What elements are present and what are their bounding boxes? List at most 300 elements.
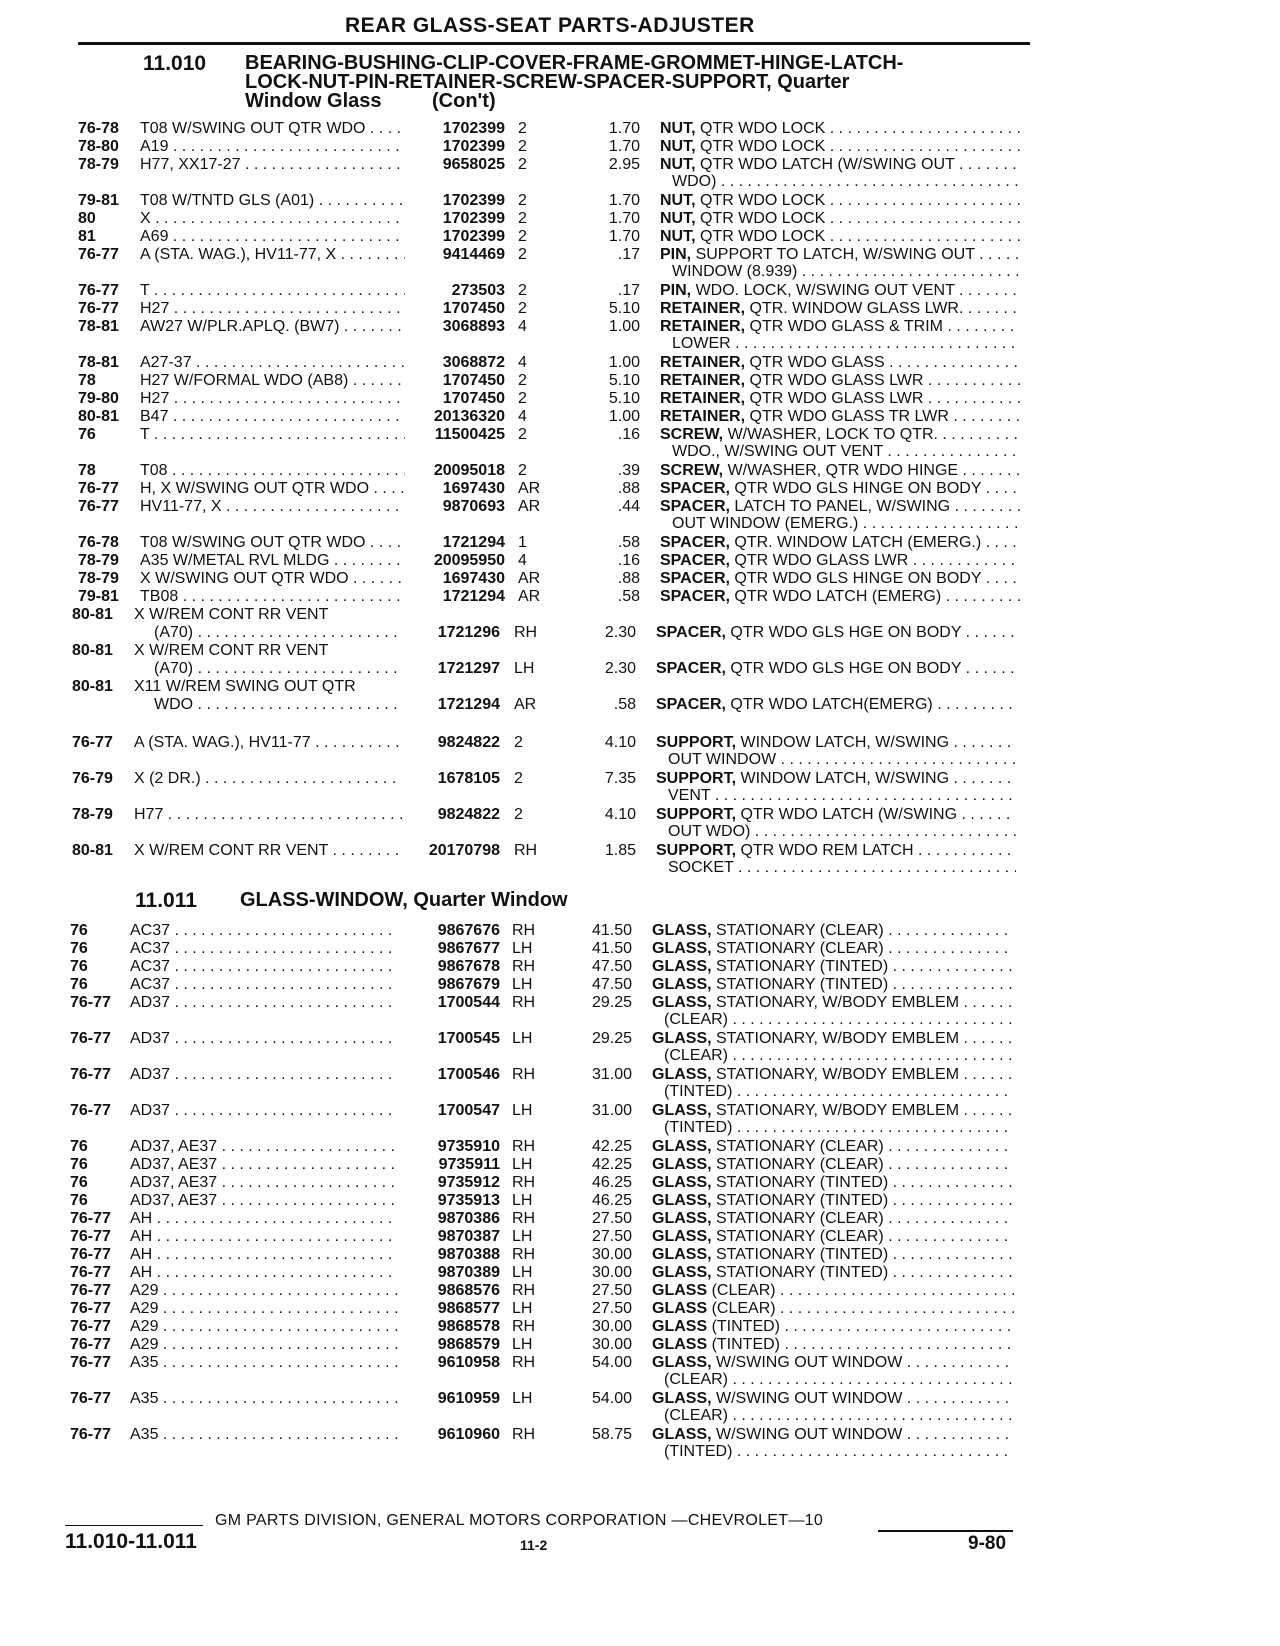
price: 47.50 — [591, 976, 632, 993]
description-detail: QTR WDO GLS HGE ON BODY — [725, 660, 962, 677]
model-years: 78-81 — [78, 354, 119, 371]
application: T08 W/TNTD GLS (A01) . . . — [140, 192, 405, 210]
description — [652, 940, 1014, 958]
model-years: 76 — [70, 922, 88, 939]
quantity: RH — [512, 1066, 536, 1083]
application: T . . . — [140, 282, 405, 300]
description-noun: GLASS — [652, 1318, 708, 1335]
model-years: 78 — [78, 462, 96, 479]
part-number: 11500425 — [434, 426, 505, 443]
description-continued: (CLEAR) . . . — [664, 1371, 1014, 1389]
part-number: 1697430 — [442, 480, 505, 497]
description — [652, 1174, 1014, 1192]
description-detail: QTR. WINDOW GLASS LWR. — [745, 300, 964, 317]
description-continued: (TINTED) . . . — [664, 1443, 1014, 1461]
part-number: 9735911 — [438, 1156, 500, 1173]
footer-rule-left — [65, 1525, 203, 1526]
price: 58.75 — [591, 1426, 632, 1443]
description-noun: NUT, — [660, 192, 696, 209]
description-detail: QTR WDO LATCH (W/SWING — [736, 806, 958, 823]
description — [652, 994, 1014, 1012]
part-number: 20170798 — [428, 842, 500, 859]
model-years: 76 — [70, 1156, 88, 1173]
application: A29 . . . — [130, 1282, 398, 1300]
price: 30.00 — [591, 1246, 632, 1263]
quantity: AR — [518, 570, 541, 587]
description-detail: QTR. WINDOW LATCH (EMERG.) — [729, 534, 982, 551]
quantity: 2 — [518, 120, 527, 137]
description-continued: (TINTED) . . . — [664, 1119, 1014, 1137]
quantity: LH — [512, 976, 533, 993]
application: AD37 . . . — [130, 1102, 398, 1120]
model-years: 80-81 — [72, 678, 113, 695]
model-years: 76-77 — [70, 1426, 111, 1443]
application: A29 . . . — [130, 1336, 398, 1354]
part-number: 9735913 — [437, 1192, 500, 1209]
description-noun: GLASS — [652, 1300, 708, 1317]
quantity: RH — [512, 994, 536, 1011]
footer-section-code: 11.010-11.011 — [65, 1530, 197, 1553]
description-continued: WDO) . . . — [672, 173, 1020, 191]
application: A35 . . . — [130, 1426, 398, 1444]
part-number: 9658025 — [442, 156, 505, 173]
description-noun: SPACER, — [660, 480, 730, 497]
quantity: 2 — [518, 300, 527, 317]
part-number: 9735912 — [437, 1174, 500, 1191]
part-number: 1707450 — [442, 390, 505, 407]
model-years: 76-77 — [70, 1246, 111, 1263]
description-noun: SPACER, — [656, 624, 726, 641]
part-number: 1678105 — [437, 770, 500, 787]
part-number: 3068872 — [442, 354, 505, 371]
description — [652, 1336, 1014, 1354]
price: .58 — [617, 588, 640, 605]
description-detail: (CLEAR) — [707, 1282, 776, 1299]
model-years: 79-80 — [78, 390, 119, 407]
quantity: 4 — [518, 552, 527, 569]
price: 30.00 — [591, 1318, 632, 1335]
section-2-number: 11.011 — [135, 889, 197, 912]
model-years: 76-77 — [70, 994, 111, 1011]
quantity: RH — [514, 842, 538, 859]
application: A27-37 . . . — [140, 354, 405, 372]
price: 4.10 — [604, 806, 636, 823]
application: H27 W/FORMAL WDO (AB8) . . . — [140, 372, 405, 390]
price: 27.50 — [591, 1228, 632, 1245]
application: AD37, AE37 . . . — [130, 1192, 398, 1210]
description-noun: GLASS, — [652, 1264, 712, 1281]
description — [656, 770, 1016, 788]
description-detail: STATIONARY (CLEAR) — [711, 940, 884, 957]
description-noun: GLASS, — [652, 1102, 712, 1119]
description-continued: VENT . . . — [668, 787, 1016, 805]
application: T08 . . . — [140, 462, 405, 480]
quantity: AR — [514, 696, 537, 713]
application: AC37 . . . — [130, 922, 398, 940]
application: AD37, AE37 . . . — [130, 1156, 398, 1174]
part-number: 9868576 — [437, 1282, 500, 1299]
model-years: 76-77 — [70, 1336, 111, 1353]
footer-date: 9-80 — [968, 1533, 1007, 1554]
description-continued: WINDOW (8.939) . . . — [672, 263, 1020, 281]
quantity: LH — [512, 1390, 533, 1407]
description-detail: QTR WDO GLASS LWR — [745, 390, 924, 407]
description-detail: QTR WDO LATCH(EMERG) — [725, 696, 933, 713]
description-detail: QTR WDO GLS HINGE ON BODY — [729, 570, 982, 587]
description — [652, 1390, 1014, 1408]
description-noun: SPACER, — [656, 696, 726, 713]
description — [656, 806, 1016, 824]
application: X W/REM CONT RR VENT . . . — [134, 842, 402, 860]
description-detail: WINDOW LATCH, W/SWING — [736, 770, 950, 787]
description-detail: SUPPORT TO LATCH, W/SWING OUT — [691, 246, 975, 263]
description-detail: QTR WDO LOCK — [695, 138, 826, 155]
section-title-line-3b: (Con't) — [432, 90, 496, 112]
part-number: 1702399 — [442, 120, 505, 137]
price: 1.70 — [608, 138, 640, 155]
model-years: 79-81 — [78, 588, 119, 605]
description-noun: GLASS, — [652, 1228, 712, 1245]
description-noun: GLASS, — [652, 1354, 712, 1371]
quantity: 4 — [518, 354, 527, 371]
application: AC37 . . . — [130, 976, 398, 994]
application: AC37 . . . — [130, 958, 398, 976]
part-number: 1700545 — [437, 1030, 500, 1047]
quantity: LH — [512, 1102, 533, 1119]
description-noun: SPACER, — [660, 570, 730, 587]
part-number: 1702399 — [442, 138, 505, 155]
application: X (2 DR.) . . . — [134, 770, 402, 788]
description — [660, 480, 1020, 498]
quantity: 2 — [514, 770, 523, 787]
application: AD37 . . . — [130, 994, 398, 1012]
application: AD37, AE37 . . . — [130, 1138, 398, 1156]
price: 27.50 — [591, 1210, 632, 1227]
quantity: RH — [514, 624, 538, 641]
description — [660, 228, 1020, 246]
part-number: 9870389 — [437, 1264, 500, 1281]
model-years: 76-77 — [72, 734, 113, 751]
section-title-line-1: BEARING-BUSHING-CLIP-COVER-FRAME-GROMMET-HINGE-LATCH- — [245, 52, 904, 74]
description — [652, 958, 1014, 976]
quantity: 2 — [518, 462, 527, 479]
description-detail: WINDOW LATCH, W/SWING — [736, 734, 950, 751]
description — [656, 660, 1016, 678]
description — [652, 1354, 1014, 1372]
description-detail: QTR WDO LOCK — [695, 210, 826, 227]
model-years: 76 — [70, 976, 88, 993]
part-number: 1702399 — [442, 228, 505, 245]
quantity: LH — [512, 1264, 533, 1281]
model-years: 76-77 — [70, 1318, 111, 1335]
description — [660, 192, 1020, 210]
part-number: 9824822 — [437, 734, 500, 751]
quantity: 4 — [518, 408, 527, 425]
quantity: AR — [518, 480, 541, 497]
part-number: 273503 — [451, 282, 505, 299]
part-number: 20095018 — [433, 462, 505, 479]
description-noun: GLASS, — [652, 1246, 712, 1263]
price: .88 — [617, 480, 640, 497]
description-noun: NUT, — [660, 138, 696, 155]
description-noun: RETAINER, — [660, 300, 746, 317]
quantity: RH — [512, 1138, 536, 1155]
description-detail: STATIONARY (CLEAR) — [711, 1156, 884, 1173]
part-number: 1707450 — [442, 372, 505, 389]
application: A (STA. WAG.), HV11-77 . . . — [134, 734, 402, 752]
application: T08 W/SWING OUT QTR WDO . . . — [140, 120, 405, 138]
model-years: 80-81 — [72, 642, 113, 659]
description-detail: QTR WDO GLASS TR LWR — [745, 408, 949, 425]
description-detail: STATIONARY (TINTED) — [711, 1264, 889, 1281]
description-detail: QTR WDO GLASS LWR — [745, 372, 924, 389]
description-detail: W/SWING OUT WINDOW — [711, 1390, 903, 1407]
description — [660, 300, 1020, 318]
description — [652, 1264, 1014, 1282]
description-detail: STATIONARY (TINTED) — [711, 976, 889, 993]
description-noun: RETAINER, — [660, 354, 746, 371]
description — [660, 210, 1020, 228]
description — [660, 156, 1020, 174]
part-number: 9610959 — [437, 1390, 500, 1407]
model-years: 76-77 — [70, 1228, 111, 1245]
description-continued: (TINTED) . . . — [664, 1083, 1014, 1101]
description-noun: SCREW, — [660, 426, 724, 443]
application: TB08 . . . — [140, 588, 405, 606]
description — [652, 1228, 1014, 1246]
description-detail: QTR WDO LATCH (W/SWING OUT — [695, 156, 955, 173]
quantity: 2 — [518, 138, 527, 155]
application: AH . . . — [130, 1264, 398, 1282]
description-noun: GLASS, — [652, 1156, 712, 1173]
description-noun: GLASS, — [652, 1066, 712, 1083]
model-years: 79-81 — [78, 192, 119, 209]
quantity: 2 — [514, 806, 523, 823]
description — [660, 354, 1020, 372]
quantity: 2 — [518, 372, 527, 389]
description-continued: (CLEAR) . . . — [664, 1407, 1014, 1425]
part-number: 1707450 — [442, 300, 505, 317]
quantity: LH — [512, 1030, 533, 1047]
model-years: 80 — [78, 210, 96, 227]
part-number: 1700547 — [437, 1102, 500, 1119]
description-detail: STATIONARY (TINTED) — [711, 958, 889, 975]
header-rule — [78, 42, 1030, 45]
application: AD37 . . . — [130, 1066, 398, 1084]
description — [660, 498, 1020, 516]
application: AD37, AE37 . . . — [130, 1174, 398, 1192]
quantity: AR — [518, 498, 541, 515]
model-years: 78-79 — [78, 552, 119, 569]
quantity: 2 — [518, 426, 527, 443]
description — [652, 1210, 1014, 1228]
application: H27 . . . — [140, 390, 405, 408]
price: .16 — [617, 552, 640, 569]
model-years: 76 — [78, 426, 96, 443]
part-number: 1721294 — [442, 534, 505, 551]
description-noun: NUT, — [660, 120, 696, 137]
description-noun: PIN, — [660, 282, 692, 299]
application: H27 . . . — [140, 300, 405, 318]
part-number: 9867676 — [437, 922, 500, 939]
part-number: 9868579 — [437, 1336, 500, 1353]
quantity: RH — [512, 1318, 536, 1335]
price: 31.00 — [591, 1102, 632, 1119]
price: 30.00 — [591, 1336, 632, 1353]
description-detail: LATCH TO PANEL, W/SWING — [729, 498, 951, 515]
price: 46.25 — [591, 1192, 632, 1209]
quantity: LH — [512, 940, 533, 957]
price: 7.35 — [604, 770, 636, 787]
quantity: LH — [514, 660, 535, 677]
description — [652, 1102, 1014, 1120]
application: T08 W/SWING OUT QTR WDO . . . — [140, 534, 405, 552]
price: 27.50 — [591, 1300, 632, 1317]
description — [652, 922, 1014, 940]
part-number: 9870388 — [437, 1246, 500, 1263]
application: T . . . — [140, 426, 405, 444]
price: 41.50 — [591, 940, 632, 957]
quantity: RH — [512, 1246, 536, 1263]
description-detail: STATIONARY (CLEAR) — [711, 922, 884, 939]
price: 29.25 — [591, 994, 632, 1011]
price: 1.85 — [604, 842, 636, 859]
description-noun: GLASS, — [652, 922, 712, 939]
price: 1.00 — [608, 408, 640, 425]
page-header-title: REAR GLASS-SEAT PARTS-ADJUSTER — [345, 14, 755, 37]
model-years: 80-81 — [72, 842, 113, 859]
application: AC37 . . . — [130, 940, 398, 958]
model-years: 76-77 — [70, 1354, 111, 1371]
price: .44 — [617, 498, 640, 515]
description-noun: RETAINER, — [660, 408, 746, 425]
model-years: 76 — [70, 940, 88, 957]
description-noun: SPACER, — [656, 660, 726, 677]
price: 42.25 — [591, 1156, 632, 1173]
quantity: AR — [518, 588, 541, 605]
description-detail: STATIONARY (CLEAR) — [711, 1228, 884, 1245]
description — [660, 462, 1020, 480]
part-number: 9867679 — [437, 976, 500, 993]
model-years: 76 — [70, 958, 88, 975]
quantity: 2 — [518, 390, 527, 407]
price: .88 — [617, 570, 640, 587]
part-number: 1702399 — [442, 192, 505, 209]
price: .39 — [617, 462, 640, 479]
description — [652, 1030, 1014, 1048]
model-years: 76-77 — [70, 1390, 111, 1407]
footer-rule-right — [878, 1530, 1013, 1532]
quantity: RH — [512, 1174, 536, 1191]
price: 54.00 — [591, 1390, 632, 1407]
description-noun: GLASS, — [652, 1390, 712, 1407]
section-2-title-rest: Quarter Window — [407, 889, 568, 911]
model-years: 78-79 — [78, 570, 119, 587]
quantity: LH — [512, 1228, 533, 1245]
quantity: LH — [512, 1300, 533, 1317]
description-noun: GLASS, — [652, 1192, 712, 1209]
description — [652, 1138, 1014, 1156]
quantity: 1 — [518, 534, 527, 551]
application-line-1: X W/REM CONT RR VENT — [134, 606, 329, 623]
quantity: LH — [512, 1336, 533, 1353]
description-noun: GLASS, — [652, 994, 712, 1011]
application: WDO . . . — [154, 696, 402, 714]
part-number: 20136320 — [433, 408, 505, 425]
description — [656, 696, 1016, 714]
model-years: 76-77 — [70, 1066, 111, 1083]
part-number: 3068893 — [442, 318, 505, 335]
description-continued: OUT WINDOW . . . — [668, 751, 1016, 769]
price: 54.00 — [591, 1354, 632, 1371]
part-number: 1700546 — [437, 1066, 500, 1083]
description-detail: QTR WDO LOCK — [695, 120, 826, 137]
model-years: 78-81 — [78, 318, 119, 335]
quantity: 2 — [518, 210, 527, 227]
part-number: 9870386 — [437, 1210, 500, 1227]
quantity: 2 — [518, 192, 527, 209]
description — [652, 1246, 1014, 1264]
description — [652, 1318, 1014, 1336]
description-detail: W/SWING OUT WINDOW — [711, 1426, 903, 1443]
price: 47.50 — [591, 958, 632, 975]
description — [660, 246, 1020, 264]
description-noun: GLASS, — [652, 1426, 712, 1443]
description-continued: OUT WDO) . . . — [668, 823, 1016, 841]
description — [652, 1300, 1014, 1318]
description — [652, 976, 1014, 994]
description — [660, 318, 1020, 336]
model-years: 76-77 — [70, 1264, 111, 1281]
part-number: 9870387 — [437, 1228, 500, 1245]
quantity: RH — [512, 922, 536, 939]
price: 1.70 — [608, 210, 640, 227]
price: 5.10 — [608, 372, 640, 389]
description-noun: GLASS, — [652, 1138, 712, 1155]
application: AD37 . . . — [130, 1030, 398, 1048]
model-years: 76 — [70, 1138, 88, 1155]
description-continued: WDO., W/SWING OUT VENT . . . — [672, 443, 1020, 461]
price: 42.25 — [591, 1138, 632, 1155]
description-detail: W/SWING OUT WINDOW — [711, 1354, 903, 1371]
description-continued: LOWER . . . — [672, 335, 1020, 353]
description-noun: NUT, — [660, 156, 696, 173]
part-number: 9735910 — [437, 1138, 500, 1155]
description-detail: (CLEAR) — [707, 1300, 776, 1317]
model-years: 76 — [70, 1192, 88, 1209]
application: A29 . . . — [130, 1318, 398, 1336]
part-number: 1697430 — [442, 570, 505, 587]
application-line-1: X11 W/REM SWING OUT QTR — [134, 678, 356, 695]
part-number: 9414469 — [442, 246, 505, 263]
application: H77, XX17-27 . . . — [140, 156, 405, 174]
description-detail: STATIONARY (CLEAR) — [711, 1138, 884, 1155]
description — [660, 588, 1020, 606]
part-number: 9610958 — [437, 1354, 500, 1371]
description-detail: (TINTED) — [707, 1336, 780, 1353]
description — [660, 120, 1020, 138]
quantity: LH — [512, 1192, 533, 1209]
part-number: 9868578 — [437, 1318, 500, 1335]
application-line-1: X W/REM CONT RR VENT — [134, 642, 329, 659]
description-noun: SUPPORT, — [656, 770, 737, 787]
description — [660, 138, 1020, 156]
section-2-title — [240, 889, 568, 912]
model-years: 76-77 — [78, 300, 119, 317]
description-continued: OUT WINDOW (EMERG.) . . . — [672, 515, 1020, 533]
quantity: RH — [512, 958, 536, 975]
description-continued: (CLEAR) . . . — [664, 1047, 1014, 1065]
